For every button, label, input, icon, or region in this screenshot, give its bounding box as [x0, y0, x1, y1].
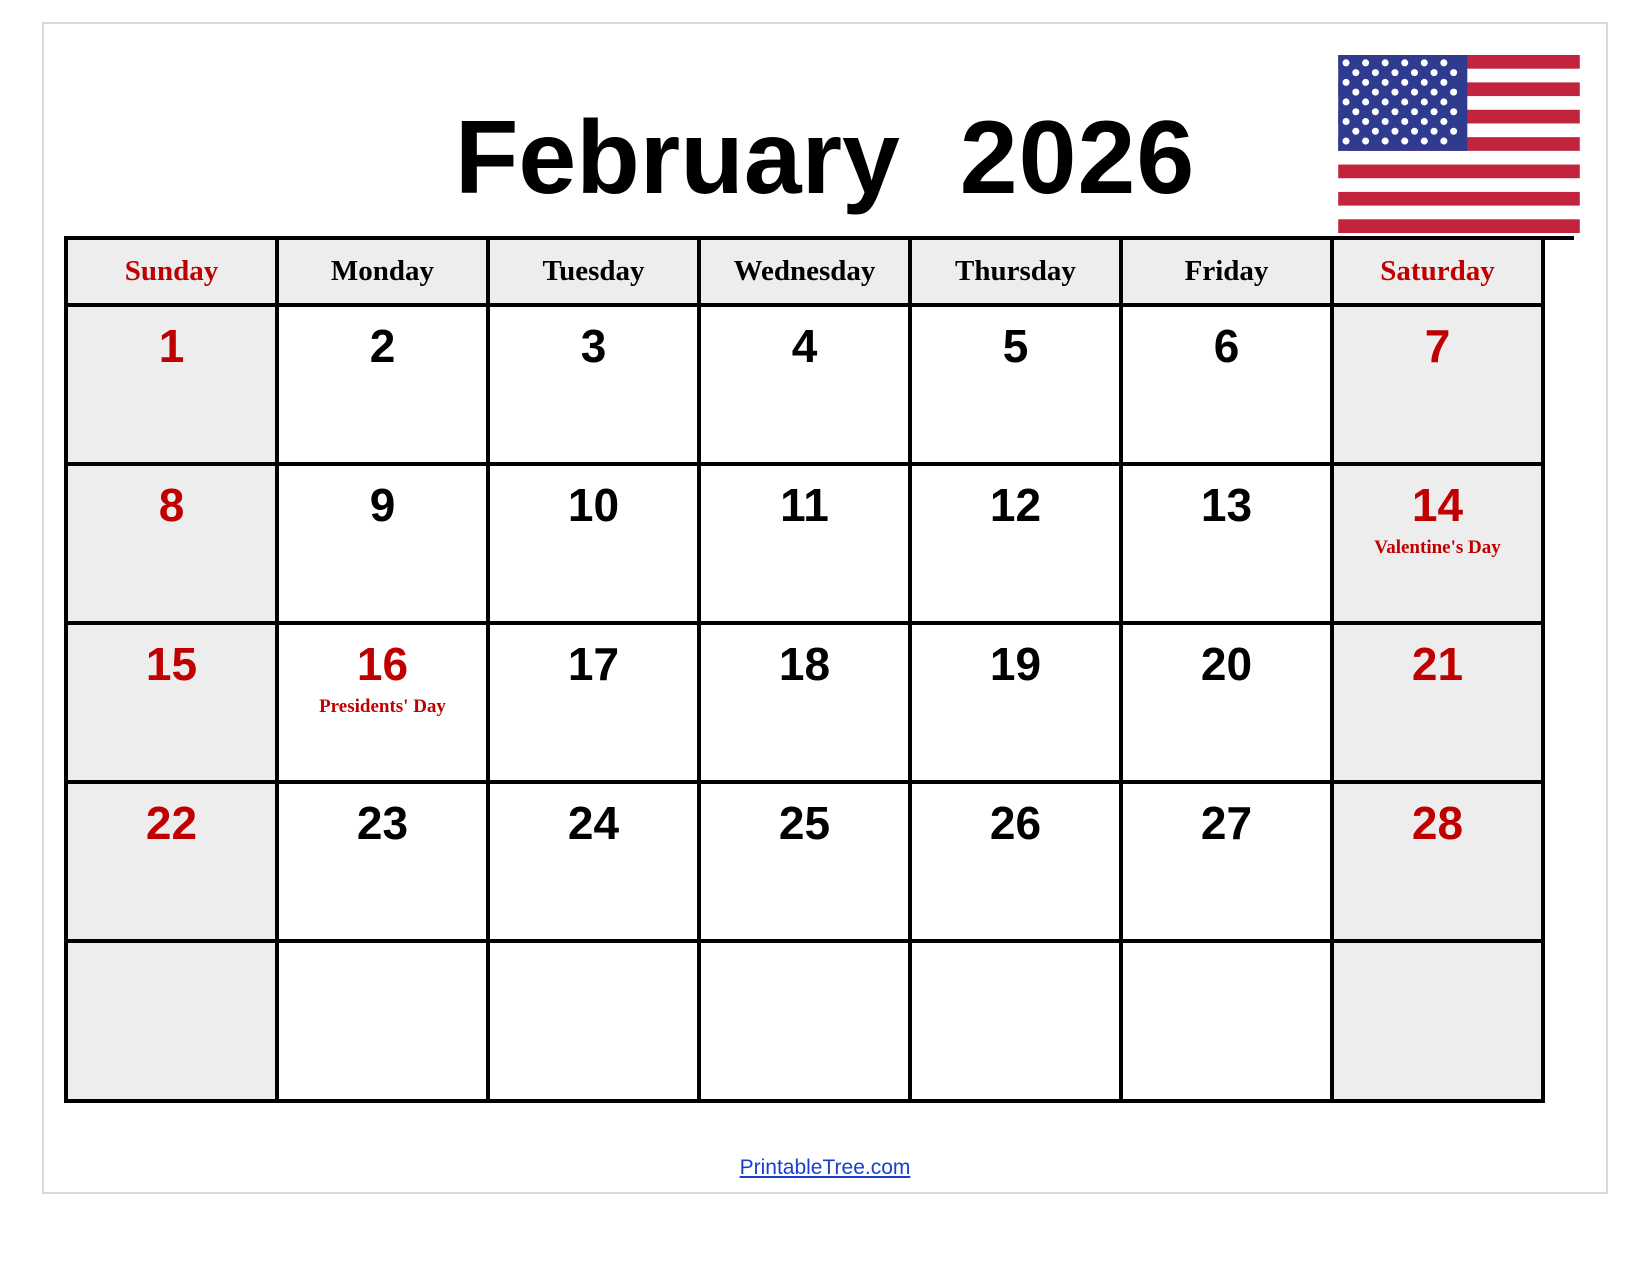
calendar-header	[44, 24, 1606, 236]
day-number: 10	[567, 479, 620, 531]
day-cell[interactable]	[1334, 307, 1545, 466]
day-number: 14	[1411, 479, 1464, 531]
week-row	[68, 625, 1574, 784]
day-number: 5	[1002, 320, 1029, 372]
title-year: 2026	[959, 100, 1196, 216]
day-number: 20	[1200, 638, 1253, 690]
weekday-header-cell	[68, 240, 279, 307]
day-cell[interactable]	[279, 466, 490, 625]
day-cell[interactable]	[701, 307, 912, 466]
weekday-header-cell	[279, 240, 490, 307]
day-cell[interactable]	[1334, 466, 1545, 625]
calendar-grid	[64, 236, 1574, 1103]
day-number: 11	[780, 479, 829, 531]
day-cell[interactable]	[1123, 625, 1334, 784]
weekday-header-cell	[912, 240, 1123, 307]
day-number: 23	[356, 797, 409, 849]
day-cell-empty[interactable]	[490, 943, 701, 1103]
day-cell[interactable]	[912, 466, 1123, 625]
day-cell[interactable]	[68, 625, 279, 784]
day-number: 21	[1411, 638, 1464, 690]
day-cell-empty[interactable]	[279, 943, 490, 1103]
us-flag-icon	[1338, 55, 1580, 233]
day-number: 15	[145, 638, 198, 690]
day-number: 18	[778, 638, 831, 690]
day-cell-empty[interactable]	[68, 943, 279, 1103]
calendar-page	[42, 22, 1608, 1194]
day-cell[interactable]	[701, 784, 912, 943]
day-number: 22	[145, 797, 198, 849]
day-cell[interactable]	[701, 466, 912, 625]
day-number: 4	[791, 320, 818, 372]
day-cell[interactable]	[279, 625, 490, 784]
day-number: 12	[989, 479, 1042, 531]
day-cell-empty[interactable]	[912, 943, 1123, 1103]
day-number: 28	[1411, 797, 1464, 849]
holiday-label: Presidents' Day	[319, 696, 446, 717]
day-number: 25	[778, 797, 831, 849]
day-cell[interactable]	[490, 307, 701, 466]
day-number: 2	[369, 320, 396, 372]
weekday-header-row	[68, 240, 1574, 307]
holiday-label: Valentine's Day	[1374, 537, 1501, 558]
day-cell[interactable]	[1123, 466, 1334, 625]
day-number: 6	[1213, 320, 1240, 372]
week-row	[68, 466, 1574, 625]
day-number: 8	[158, 479, 185, 531]
day-cell-empty[interactable]	[1123, 943, 1334, 1103]
day-cell[interactable]	[68, 466, 279, 625]
weekday-label: Wednesday	[733, 255, 876, 287]
title-month: February	[454, 100, 900, 216]
weekday-header-cell	[1123, 240, 1334, 307]
day-number: 7	[1424, 320, 1451, 372]
week-row	[68, 784, 1574, 943]
weekday-label: Tuesday	[542, 255, 645, 287]
day-cell[interactable]	[912, 784, 1123, 943]
day-cell[interactable]	[279, 307, 490, 466]
weekday-label: Friday	[1184, 255, 1269, 287]
day-cell-empty[interactable]	[701, 943, 912, 1103]
day-cell[interactable]	[1123, 307, 1334, 466]
weekday-label: Saturday	[1380, 255, 1495, 287]
weekday-header-cell	[490, 240, 701, 307]
day-cell[interactable]	[490, 784, 701, 943]
day-number: 16	[356, 638, 409, 690]
day-cell[interactable]	[68, 307, 279, 466]
day-cell[interactable]	[1123, 784, 1334, 943]
weekday-header-cell	[701, 240, 912, 307]
weekday-label: Monday	[330, 255, 435, 287]
day-number: 9	[369, 479, 396, 531]
week-row	[68, 307, 1574, 466]
footer	[44, 1156, 1606, 1180]
day-number: 27	[1200, 797, 1253, 849]
day-cell[interactable]	[490, 466, 701, 625]
day-cell[interactable]	[68, 784, 279, 943]
day-number: 17	[567, 638, 620, 690]
day-number: 26	[989, 797, 1042, 849]
weekday-label: Thursday	[955, 255, 1076, 287]
week-row	[68, 943, 1574, 1103]
day-cell[interactable]	[490, 625, 701, 784]
day-number: 19	[989, 638, 1042, 690]
day-number: 24	[567, 797, 620, 849]
day-cell[interactable]	[1334, 784, 1545, 943]
day-number: 1	[158, 320, 185, 372]
day-cell[interactable]	[279, 784, 490, 943]
day-number: 3	[580, 320, 607, 372]
printabletree-link[interactable]: PrintableTree.com	[739, 1156, 911, 1179]
day-cell[interactable]	[912, 625, 1123, 784]
day-cell[interactable]	[1334, 625, 1545, 784]
day-cell[interactable]	[912, 307, 1123, 466]
weekday-label: Sunday	[124, 255, 219, 287]
day-number: 13	[1200, 479, 1253, 531]
day-cell[interactable]	[701, 625, 912, 784]
day-cell-empty[interactable]	[1334, 943, 1545, 1103]
weekday-header-cell	[1334, 240, 1545, 307]
